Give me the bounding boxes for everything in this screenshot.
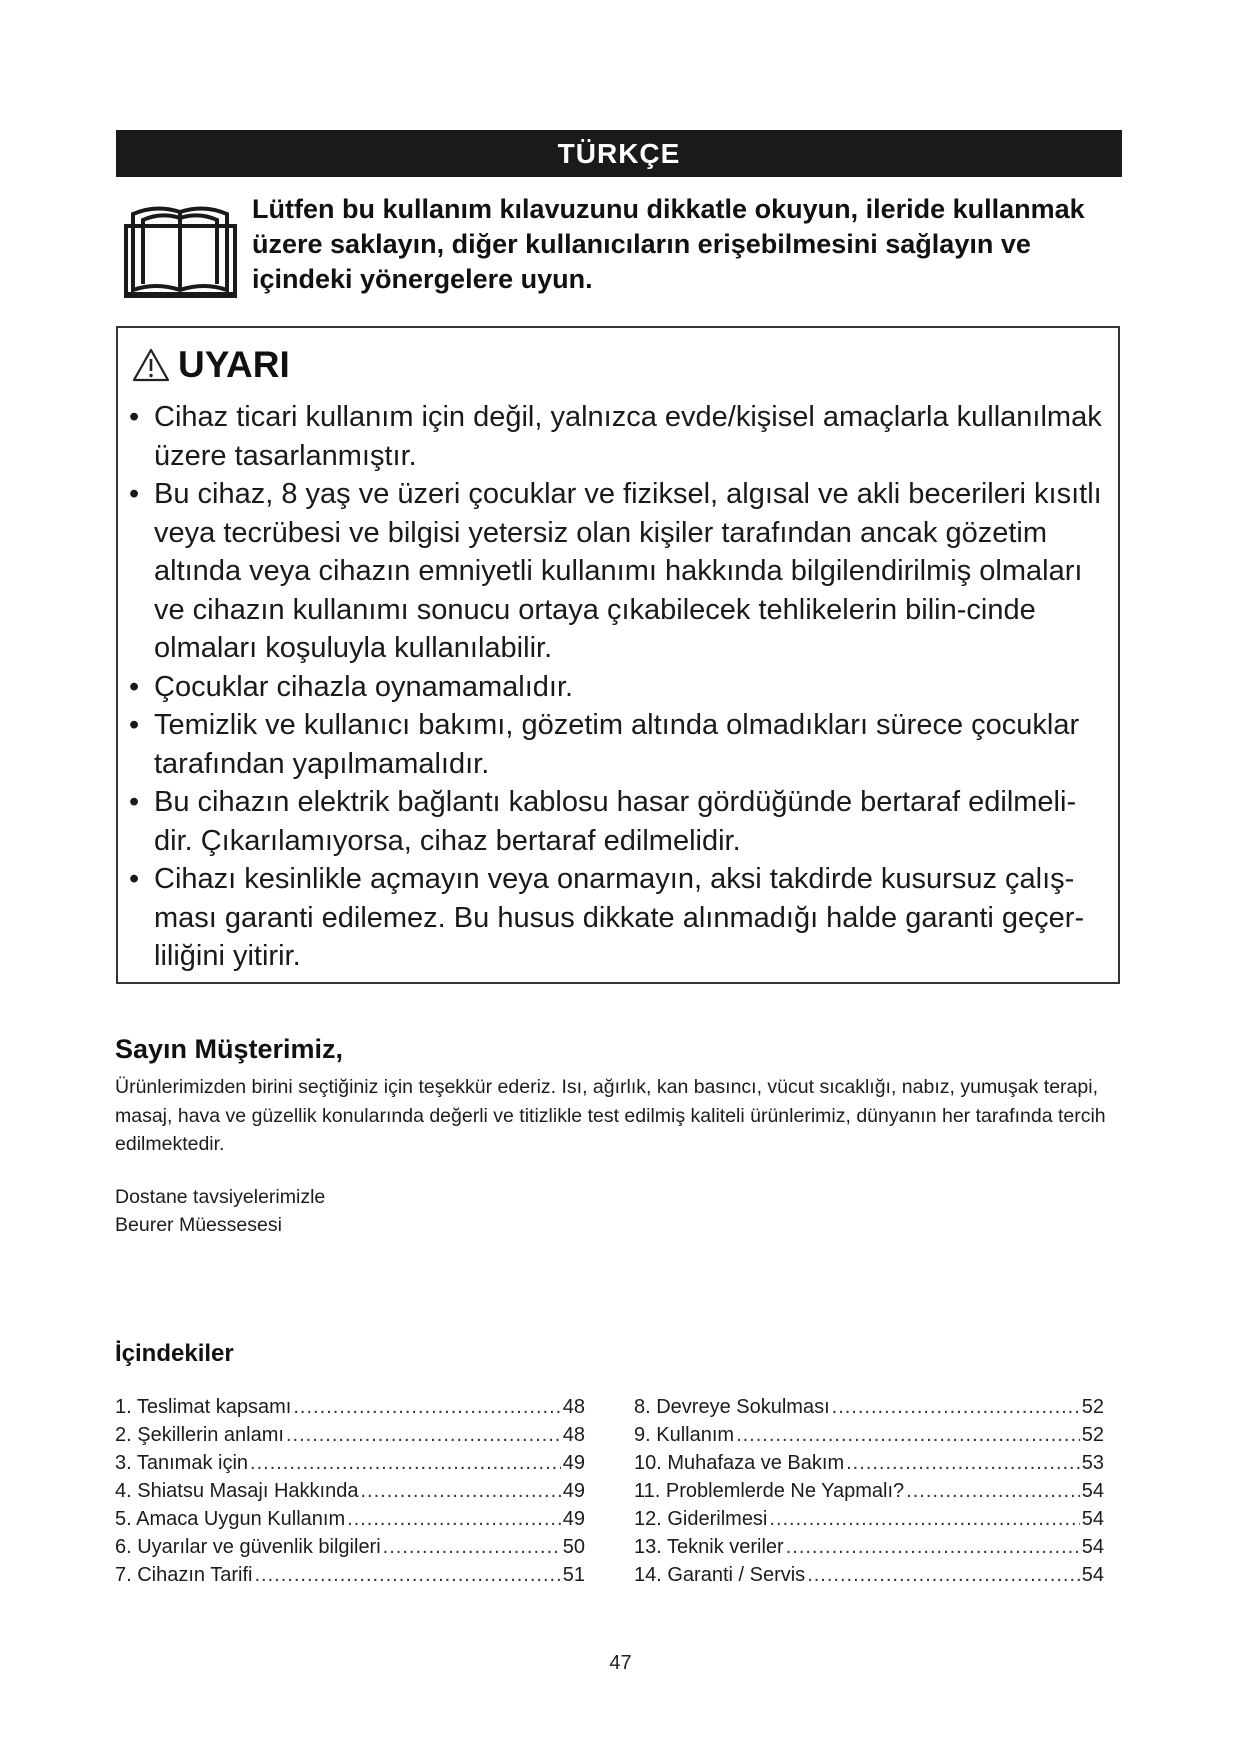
toc-entry[interactable]: 8. Devreye Sokulması ..... 52	[634, 1393, 1104, 1421]
toc-entry[interactable]: 14. Garanti / Servis ..... 54	[634, 1561, 1104, 1589]
toc-left-column	[115, 1393, 585, 1589]
toc-entry[interactable]: 4. Shiatsu Masajı Hakkında ..... 49	[115, 1477, 585, 1505]
intro-notice: Lütfen bu kullanım kılavuzunu dikkatle okuyun, ileride kullanmak üzere saklayın, diğer kullanıcıların erişebilmesini sağlayın ve içindeki yönergelere uyun.	[252, 194, 1085, 294]
warning-item: • Çocuklar cihazla oynamamalıdır.	[129, 670, 574, 703]
toc-title: İçindekiler	[115, 1340, 234, 1367]
warning-item: • Cihaz ticari kullanım için değil, yalnızca evde/kişisel amaçlarla kullanılmak üzere tasarlanmıştır.	[129, 401, 1102, 472]
toc-entry[interactable]: 13. Teknik veriler ..... 54	[634, 1533, 1104, 1561]
page-number: 47	[609, 1652, 632, 1674]
toc-entry[interactable]: 10. Muhafaza ve Bakım ..... 53	[634, 1449, 1104, 1477]
warning-title: UYARI	[178, 344, 290, 385]
open-book-icon	[123, 200, 238, 298]
toc-entry[interactable]: 6. Uyarılar ve güvenlik bilgileri ..... 50	[115, 1533, 585, 1561]
toc-entry[interactable]: 2. Şekillerin anlamı ..... 48	[115, 1421, 585, 1449]
toc-entry[interactable]: 11. Problemlerde Ne Yapmalı? ..... 54	[634, 1477, 1104, 1505]
language-header: TÜRKÇE	[116, 130, 1122, 177]
greeting-closing: Dostane tavsiyelerimizle	[115, 1186, 326, 1208]
warning-item: • Bu cihaz, 8 yaş ve üzeri çocuklar ve fiziksel, algısal ve akli becerileri kısıtlı veya tecrübesi ve bilgisi yetersiz olan kişiler tarafından ancak gözetim altında veya cihazın emniyetli kullanımı hakkında bilgilendirilmiş olmaları ve cihazın kullanımı sonucu ortaya çıkabilecek tehlikelerin bilin-cinde olmaları koşuluyla kullanılabilir.	[129, 478, 1102, 664]
toc-entry[interactable]: 12. Giderilmesi ..... 54	[634, 1505, 1104, 1533]
warning-box	[116, 326, 1120, 984]
toc-entry[interactable]: 3. Tanımak için ..... 49	[115, 1449, 585, 1477]
greeting-signature: Beurer Müessesesi	[115, 1214, 282, 1236]
toc-entry[interactable]: 9. Kullanım ..... 52	[634, 1421, 1104, 1449]
warning-item: • Cihazı kesinlikle açmayın veya onarmayın, aksi takdirde kusursuz çalış-ması garanti edilemez. Bu husus dikkate alınmadığı halde garanti geçer-liliğini yitirir.	[129, 863, 1085, 972]
greeting-title: Sayın Müşterimiz,	[115, 1034, 344, 1064]
toc-entry[interactable]: 5. Amaca Uygun Kullanım ..... 49	[115, 1505, 585, 1533]
warning-triangle-icon	[132, 348, 170, 382]
warning-heading	[132, 342, 290, 388]
toc-entry[interactable]: 7. Cihazın Tarifi ..... 51	[115, 1561, 585, 1589]
greeting-body: Ürünlerimizden birini seçtiğiniz için teşekkür ederiz. Isı, ağırlık, kan basıncı, vücut sıcaklığı, nabız, yumuşak terapi, masaj, hava ve güzellik konularında değerli ve titizlikle test edilmiş kaliteli ürünlerimiz, dünyanın her tarafında tercih edilmektedir.	[115, 1076, 1106, 1155]
warning-item: • Bu cihazın elektrik bağlantı kablosu hasar gördüğünde bertaraf edilmeli-dir. Çıkarılamıyorsa, cihaz bertaraf edilmelidir.	[129, 786, 1077, 857]
toc-right-column	[634, 1393, 1104, 1589]
warning-item: • Temizlik ve kullanıcı bakımı, gözetim altında olmadıkları sürece çocuklar tarafından yapılmamalıdır.	[129, 709, 1080, 780]
toc-entry[interactable]: 1. Teslimat kapsamı ..... 48	[115, 1393, 585, 1421]
warning-list	[118, 398, 1108, 976]
